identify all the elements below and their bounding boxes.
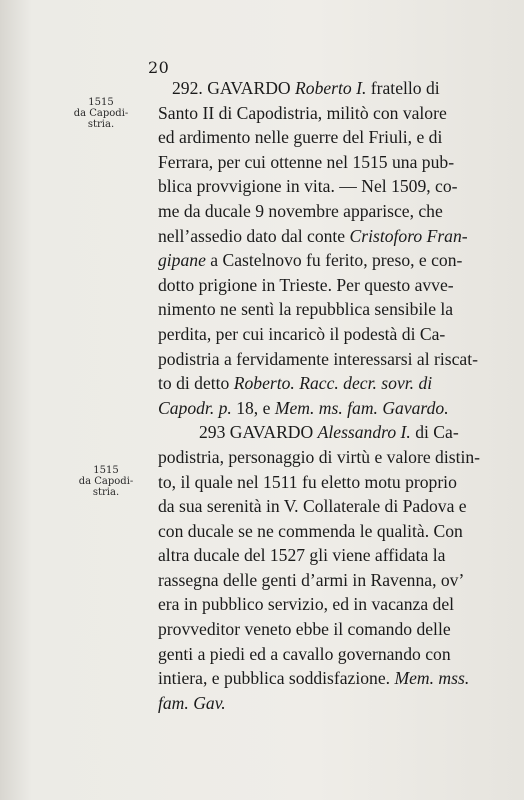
text-line	[158, 224, 498, 249]
text-line	[158, 125, 498, 150]
margin-note-text: da Capodi-	[73, 108, 129, 119]
margin-note-text-2: stria.	[87, 119, 115, 130]
italic-run: Alessandro I.	[317, 422, 411, 443]
text-line	[158, 248, 498, 273]
text-line	[158, 445, 498, 470]
text-run: to, il quale nel 1511 fu eletto motu proprio	[158, 471, 457, 492]
margin-note-text: da Capodi-	[78, 476, 134, 487]
italic-run: Capodr. p.	[158, 397, 232, 418]
text-line	[158, 199, 498, 224]
italic-run: fam. Gav.	[158, 692, 226, 713]
text-line	[158, 642, 498, 667]
text-run: nell’assedio dato dal conte	[158, 225, 350, 246]
text-run: di Ca-	[410, 422, 459, 443]
text-line	[158, 174, 498, 199]
text-run: con ducale se ne commenda le qualità. Con	[158, 520, 463, 541]
italic-run: Roberto I.	[295, 78, 367, 98]
text-run: a Castelnovo fu ferito, preso, e con-	[205, 250, 463, 271]
text-run: nimento ne sentì la repubblica sensibile la	[158, 299, 454, 320]
text-run: Santo II di Capodistria, militò con valore	[158, 102, 447, 123]
text-line	[158, 691, 498, 716]
text-line	[158, 347, 498, 372]
text-run: ed ardimento nelle guerre del Friuli, e di	[158, 127, 443, 148]
text-line	[158, 273, 498, 298]
text-run: 292. GAVARDO	[172, 78, 296, 98]
italic-run: Cristoforo Fran-	[349, 225, 468, 246]
body-text	[158, 76, 498, 715]
text-run: Ferrara, per cui ottenne nel 1515 una pub-	[158, 151, 455, 172]
margin-note-year: 1515	[88, 97, 114, 108]
italic-run: Mem. mss.	[394, 668, 470, 689]
text-line	[158, 76, 498, 101]
margin-note-2	[66, 465, 146, 498]
text-run: me da ducale 9 novembre apparisce, che	[158, 200, 443, 221]
text-run: intiera, e pubblica soddisfazione.	[158, 668, 395, 689]
text-run: fratello di	[366, 78, 440, 98]
text-run: podistria, personaggio di virtù e valore distin-	[158, 446, 480, 467]
text-run: provveditor veneto ebbe il comando delle	[158, 619, 451, 640]
text-line	[158, 470, 498, 495]
text-run: da sua serenità in V. Collaterale di Padova e	[158, 496, 467, 517]
text-line	[158, 322, 498, 347]
text-line	[158, 420, 498, 445]
text-run: rassegna delle genti d’armi in Ravenna, ov’	[158, 569, 465, 590]
margin-note-1	[66, 97, 136, 130]
text-run: altra ducale del 1527 gli viene affidata la	[158, 545, 446, 566]
text-line	[158, 396, 498, 421]
text-run: dotto prigione in Trieste. Per questo avve-	[158, 274, 454, 295]
text-run: genti a piedi ed a cavallo governando con	[158, 643, 451, 664]
text-run: 18, e	[231, 397, 275, 418]
margin-note-text-2: stria.	[92, 487, 120, 498]
text-line	[158, 101, 498, 126]
text-line	[158, 592, 498, 617]
italic-run: Mem. ms. fam. Gavardo.	[274, 397, 449, 418]
text-run: era in pubblico servizio, ed in vacanza del	[158, 594, 455, 615]
text-line	[158, 150, 498, 175]
text-run: blica provvigione in vita. — Nel 1509, co-	[158, 176, 458, 197]
text-run: to di detto	[158, 373, 234, 394]
text-line	[158, 617, 498, 642]
text-line	[158, 494, 498, 519]
text-line	[158, 666, 498, 691]
text-line	[158, 519, 498, 544]
text-run: podistria a fervidamente interessarsi al riscat-	[158, 348, 478, 369]
text-line	[158, 543, 498, 568]
italic-run: Roberto. Racc. decr. sovr. di	[233, 373, 433, 394]
margin-note-year: 1515	[93, 465, 119, 476]
text-run: 293 GAVARDO	[199, 422, 318, 443]
text-line	[158, 371, 498, 396]
page-number: 20	[148, 58, 170, 77]
text-line	[158, 297, 498, 322]
text-line	[158, 568, 498, 593]
text-run: perdita, per cui incaricò il podestà di Ca-	[158, 323, 446, 344]
italic-run: gipane	[158, 250, 206, 271]
